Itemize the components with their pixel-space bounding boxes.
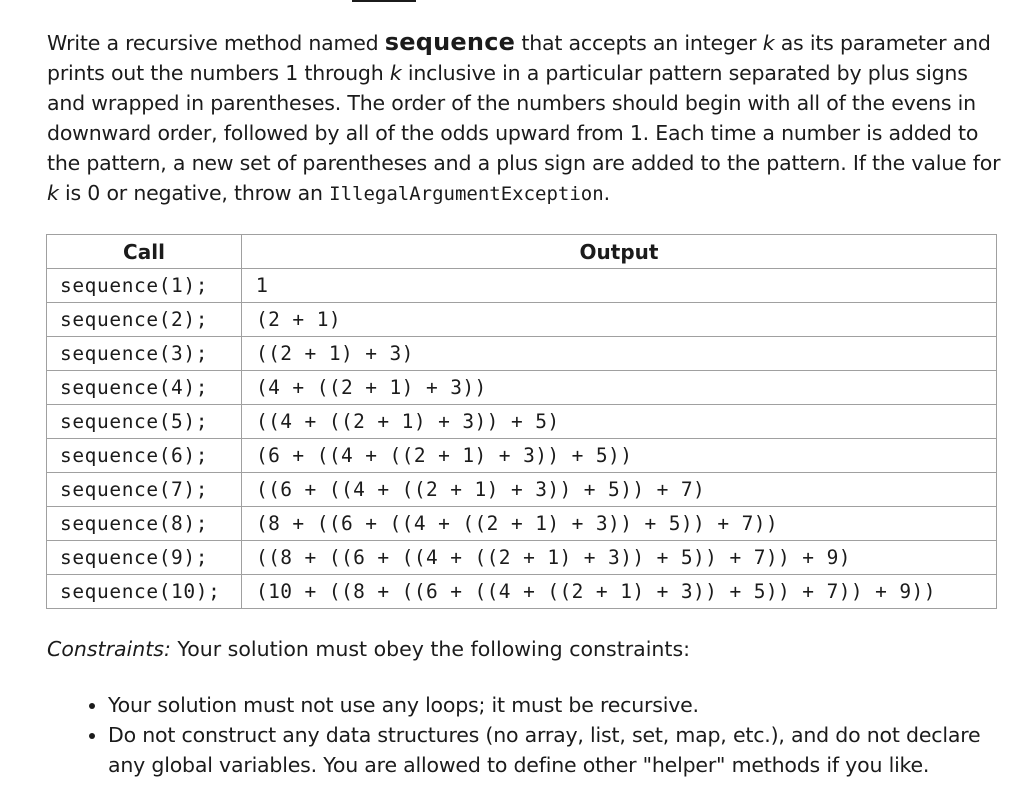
header-output: Output [242, 235, 997, 269]
table-row [47, 337, 997, 371]
call-cell: sequence(7); [47, 473, 242, 507]
intro-text: is 0 or negative, throw an [58, 181, 330, 205]
examples-table [46, 234, 997, 609]
call-cell: sequence(1); [47, 269, 242, 303]
intro-text: as its parameter and prints out the numbers 1 through [47, 31, 991, 85]
call-cell: sequence(6); [47, 439, 242, 473]
intro-text: . [603, 181, 610, 205]
output-cell: (4 + ((2 + 1) + 3)) [242, 371, 997, 405]
output-cell: 1 [242, 269, 997, 303]
table-row [47, 303, 997, 337]
constraints-text: Your solution must obey the following constraints: [170, 637, 691, 661]
intro-text: inclusive in a particular pattern separated by plus signs and wrapped in parentheses. The order of the numbers should begin with all of the evens in downward order, followed by all of the odds upward from 1. Each time a number is added to the pattern, a new set of parentheses and a plus sign are added to the pattern. If the value for [47, 61, 1001, 175]
output-cell: (10 + ((8 + ((6 + ((4 + ((2 + 1) + 3)) + 5)) + 7)) + 9)) [242, 575, 997, 609]
table-row [47, 541, 997, 575]
variable-k: k [762, 31, 775, 55]
output-cell: ((6 + ((4 + ((2 + 1) + 3)) + 5)) + 7) [242, 473, 997, 507]
problem-description [47, 27, 1007, 209]
output-cell: (6 + ((4 + ((2 + 1) + 3)) + 5)) [242, 439, 997, 473]
constraints-heading [47, 634, 690, 664]
variable-k: k [47, 181, 59, 205]
output-cell: ((4 + ((2 + 1) + 3)) + 5) [242, 405, 997, 439]
table-row [47, 439, 997, 473]
output-cell: (8 + ((6 + ((4 + ((2 + 1) + 3)) + 5)) + 7)) [242, 507, 997, 541]
table-row [47, 371, 997, 405]
method-name: sequence [384, 28, 516, 56]
table-row [47, 575, 997, 609]
table-row [47, 473, 997, 507]
intro-text: Write a recursive method named [47, 31, 385, 55]
constraints-list [86, 690, 1008, 780]
list-item: • Your solution must not use any loops; it must be recursive. [108, 690, 1008, 720]
variable-k: k [389, 61, 402, 85]
table-row [47, 507, 997, 541]
top-divider [352, 0, 416, 2]
call-cell: sequence(5); [47, 405, 242, 439]
call-cell: sequence(10); [47, 575, 242, 609]
output-cell: ((8 + ((6 + ((4 + ((2 + 1) + 3)) + 5)) + 7)) + 9) [242, 541, 997, 575]
call-cell: sequence(3); [47, 337, 242, 371]
constraints-label: Constraints: [47, 637, 171, 661]
table-row [47, 269, 997, 303]
table-row [47, 405, 997, 439]
exception-name: IllegalArgumentException [329, 183, 604, 205]
call-cell: sequence(4); [47, 371, 242, 405]
table-header-row [47, 235, 997, 269]
list-item: • Do not construct any data structures (no array, list, set, map, etc.), and do not declare any global variables. You are allowed to define other "helper" methods if you like. [108, 720, 1008, 780]
call-cell: sequence(2); [47, 303, 242, 337]
call-cell: sequence(9); [47, 541, 242, 575]
intro-text: that accepts an integer [515, 31, 763, 55]
output-cell: (2 + 1) [242, 303, 997, 337]
output-cell: ((2 + 1) + 3) [242, 337, 997, 371]
header-call: Call [47, 235, 242, 269]
call-cell: sequence(8); [47, 507, 242, 541]
